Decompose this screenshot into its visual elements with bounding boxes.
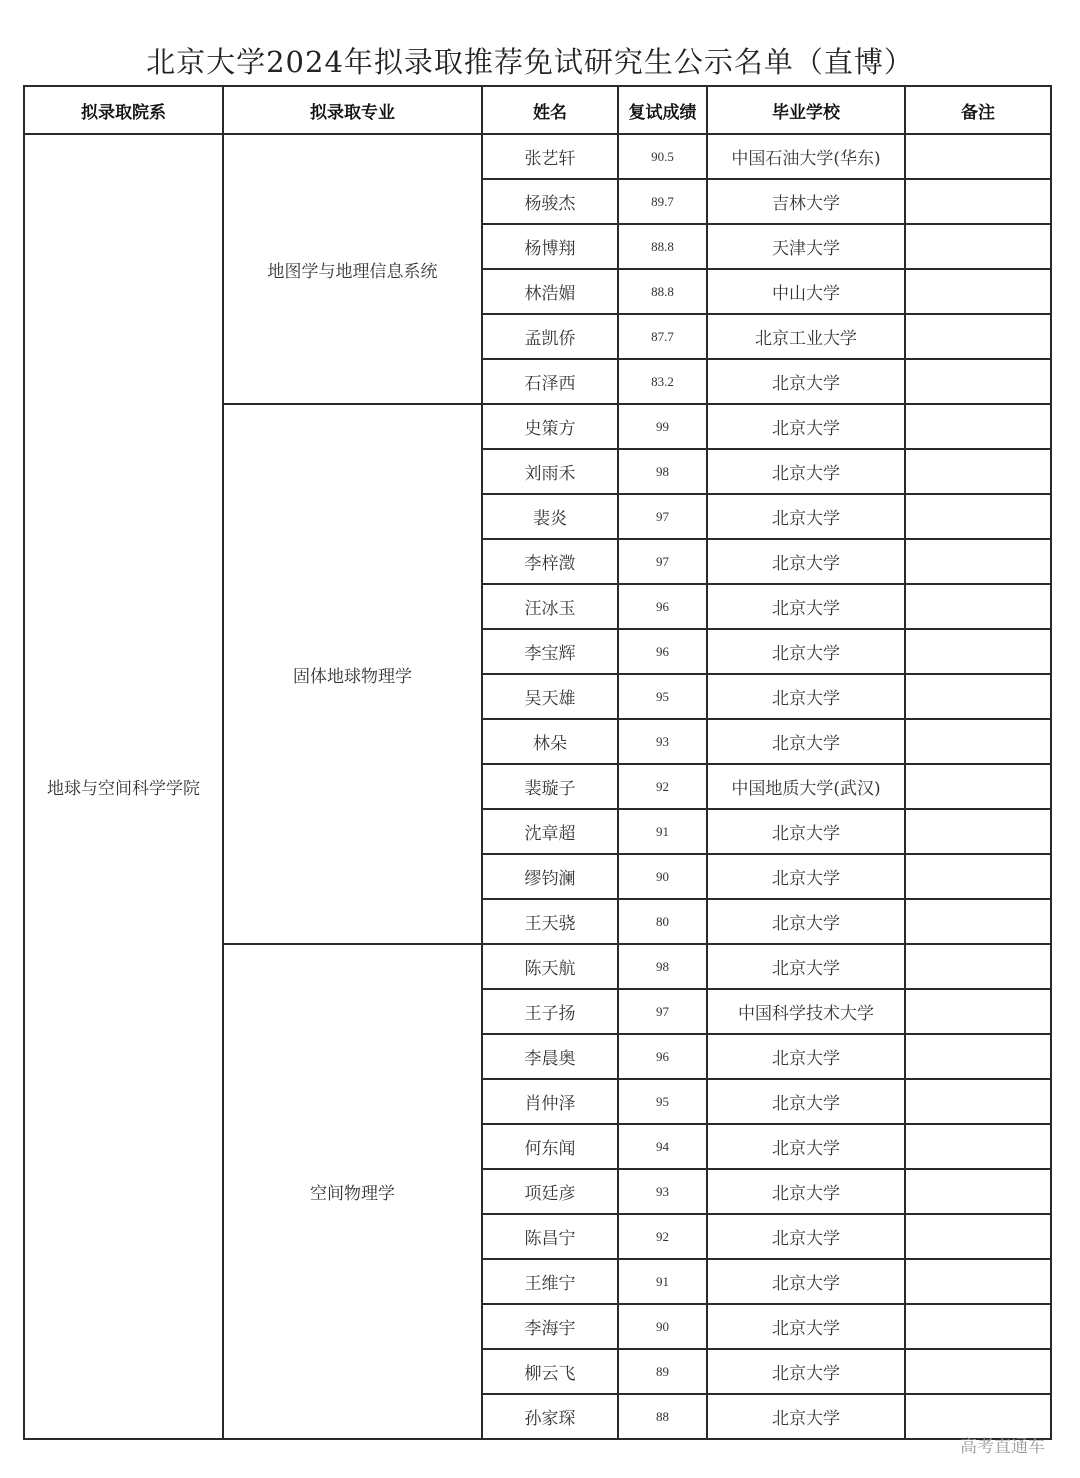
student-name-cell: 何东闻: [482, 1124, 618, 1169]
note-cell: [905, 1304, 1051, 1349]
header-major: 拟录取专业: [223, 86, 482, 134]
student-name-cell: 李海宇: [482, 1304, 618, 1349]
school-cell: 北京工业大学: [707, 314, 905, 359]
school-cell: 北京大学: [707, 494, 905, 539]
score-cell: 83.2: [618, 359, 707, 404]
score-cell: 80: [618, 899, 707, 944]
student-name-cell: 肖仲泽: [482, 1079, 618, 1124]
score-cell: 96: [618, 629, 707, 674]
score-cell: 87.7: [618, 314, 707, 359]
score-cell: 95: [618, 674, 707, 719]
school-cell: 北京大学: [707, 629, 905, 674]
note-cell: [905, 1214, 1051, 1259]
school-cell: 北京大学: [707, 1034, 905, 1079]
note-cell: [905, 1169, 1051, 1214]
school-cell: 吉林大学: [707, 179, 905, 224]
school-cell: 北京大学: [707, 674, 905, 719]
school-cell: 北京大学: [707, 404, 905, 449]
school-cell: 北京大学: [707, 1304, 905, 1349]
school-cell: 北京大学: [707, 854, 905, 899]
score-cell: 91: [618, 1259, 707, 1304]
note-cell: [905, 584, 1051, 629]
score-cell: 89: [618, 1349, 707, 1394]
student-name-cell: 李梓澂: [482, 539, 618, 584]
table-row: [24, 134, 1051, 179]
school-cell: 中山大学: [707, 269, 905, 314]
note-cell: [905, 854, 1051, 899]
page-title: 北京大学2024年拟录取推荐免试研究生公示名单（直博）: [146, 45, 914, 79]
student-name-cell: 王维宁: [482, 1259, 618, 1304]
note-cell: [905, 224, 1051, 269]
score-cell: 97: [618, 494, 707, 539]
school-cell: 北京大学: [707, 1349, 905, 1394]
note-cell: [905, 719, 1051, 764]
note-cell: [905, 179, 1051, 224]
note-cell: [905, 944, 1051, 989]
student-name-cell: 林朵: [482, 719, 618, 764]
student-name-cell: 杨骏杰: [482, 179, 618, 224]
score-cell: 89.7: [618, 179, 707, 224]
student-name-cell: 陈天航: [482, 944, 618, 989]
note-cell: [905, 1259, 1051, 1304]
student-name-cell: 项廷彦: [482, 1169, 618, 1214]
school-cell: 北京大学: [707, 1214, 905, 1259]
header-score: 复试成绩: [618, 86, 707, 134]
school-cell: 北京大学: [707, 1079, 905, 1124]
student-name-cell: 杨博翔: [482, 224, 618, 269]
school-cell: 北京大学: [707, 944, 905, 989]
score-cell: 92: [618, 1214, 707, 1259]
student-name-cell: 孟凯侨: [482, 314, 618, 359]
admission-table: [23, 85, 1052, 1440]
score-cell: 97: [618, 989, 707, 1034]
school-cell: 中国石油大学(华东): [707, 134, 905, 179]
student-name-cell: 李宝辉: [482, 629, 618, 674]
score-cell: 93: [618, 1169, 707, 1214]
student-name-cell: 王子扬: [482, 989, 618, 1034]
student-name-cell: 王天骁: [482, 899, 618, 944]
note-cell: [905, 314, 1051, 359]
note-cell: [905, 269, 1051, 314]
school-cell: 北京大学: [707, 584, 905, 629]
watermark: 高考直通车: [960, 1437, 1045, 1457]
score-cell: 90: [618, 854, 707, 899]
major-cell: 空间物理学: [223, 944, 482, 1439]
student-name-cell: 石泽西: [482, 359, 618, 404]
score-cell: 96: [618, 1034, 707, 1079]
school-cell: 北京大学: [707, 359, 905, 404]
school-cell: 北京大学: [707, 449, 905, 494]
header-row: [24, 86, 1051, 134]
note-cell: [905, 809, 1051, 854]
major-cell: 固体地球物理学: [223, 404, 482, 944]
department-cell: 地球与空间科学学院: [24, 134, 223, 1439]
score-cell: 93: [618, 719, 707, 764]
school-cell: 北京大学: [707, 1394, 905, 1439]
header-name: 姓名: [482, 86, 618, 134]
note-cell: [905, 674, 1051, 719]
school-cell: 北京大学: [707, 539, 905, 584]
school-cell: 北京大学: [707, 1169, 905, 1214]
score-cell: 91: [618, 809, 707, 854]
student-name-cell: 吴天雄: [482, 674, 618, 719]
school-cell: 北京大学: [707, 1124, 905, 1169]
student-name-cell: 史策方: [482, 404, 618, 449]
score-cell: 97: [618, 539, 707, 584]
school-cell: 中国地质大学(武汉): [707, 764, 905, 809]
note-cell: [905, 1349, 1051, 1394]
student-name-cell: 缪钧澜: [482, 854, 618, 899]
student-name-cell: 裴炎: [482, 494, 618, 539]
student-name-cell: 裴璇子: [482, 764, 618, 809]
student-name-cell: 孙家琛: [482, 1394, 618, 1439]
student-name-cell: 李晨奥: [482, 1034, 618, 1079]
student-name-cell: 柳云飞: [482, 1349, 618, 1394]
score-cell: 98: [618, 944, 707, 989]
score-cell: 92: [618, 764, 707, 809]
student-name-cell: 林浩媚: [482, 269, 618, 314]
school-cell: 中国科学技术大学: [707, 989, 905, 1034]
school-cell: 北京大学: [707, 1259, 905, 1304]
school-cell: 北京大学: [707, 719, 905, 764]
score-cell: 88: [618, 1394, 707, 1439]
student-name-cell: 陈昌宁: [482, 1214, 618, 1259]
student-name-cell: 刘雨禾: [482, 449, 618, 494]
score-cell: 96: [618, 584, 707, 629]
score-cell: 90: [618, 1304, 707, 1349]
score-cell: 99: [618, 404, 707, 449]
note-cell: [905, 629, 1051, 674]
note-cell: [905, 989, 1051, 1034]
school-cell: 北京大学: [707, 899, 905, 944]
note-cell: [905, 764, 1051, 809]
note-cell: [905, 1124, 1051, 1169]
score-cell: 95: [618, 1079, 707, 1124]
header-school: 毕业学校: [707, 86, 905, 134]
note-cell: [905, 1079, 1051, 1124]
note-cell: [905, 404, 1051, 449]
note-cell: [905, 359, 1051, 404]
score-cell: 94: [618, 1124, 707, 1169]
score-cell: 88.8: [618, 224, 707, 269]
score-cell: 88.8: [618, 269, 707, 314]
note-cell: [905, 899, 1051, 944]
score-cell: 98: [618, 449, 707, 494]
student-name-cell: 汪冰玉: [482, 584, 618, 629]
score-cell: 90.5: [618, 134, 707, 179]
note-cell: [905, 494, 1051, 539]
note-cell: [905, 134, 1051, 179]
header-note: 备注: [905, 86, 1051, 134]
major-cell: 地图学与地理信息系统: [223, 134, 482, 404]
student-name-cell: 张艺轩: [482, 134, 618, 179]
school-cell: 天津大学: [707, 224, 905, 269]
header-department: 拟录取院系: [24, 86, 223, 134]
school-cell: 北京大学: [707, 809, 905, 854]
note-cell: [905, 539, 1051, 584]
student-name-cell: 沈章超: [482, 809, 618, 854]
note-cell: [905, 449, 1051, 494]
note-cell: [905, 1034, 1051, 1079]
